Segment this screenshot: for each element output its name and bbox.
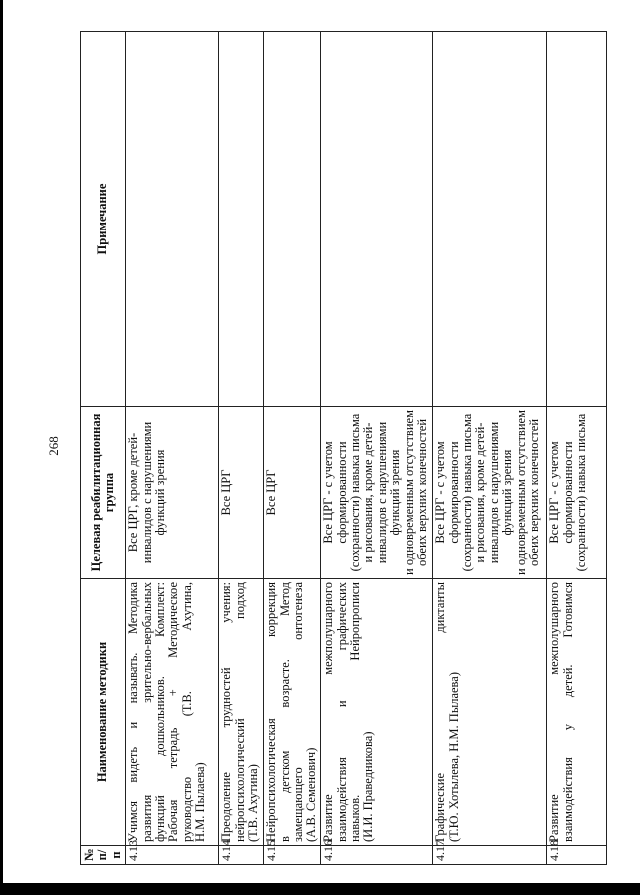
table-header-row xyxy=(81,32,126,865)
target-group-cell: Все ЦРГ xyxy=(219,407,264,579)
row-number: 4.17 xyxy=(433,846,547,865)
method-name-cell: Графические диктанты (Т.Ю. Хотылева, Н.М. Пылаева) xyxy=(433,579,547,846)
document-table-rotated xyxy=(80,32,589,865)
method-name-cell: Преодоление трудностей учения: нейропсихологический подход (Т.В. Ахутина) xyxy=(219,579,264,846)
table-row xyxy=(321,32,433,865)
target-group-cell: Все ЦРГ xyxy=(264,407,321,579)
page-number-text: 268 xyxy=(46,436,61,456)
row-number: 4.16 xyxy=(321,846,433,865)
scan-edge-left xyxy=(0,0,3,895)
header-target-group: Целевая реабилитационная группа xyxy=(81,407,126,579)
scan-edge-bottom xyxy=(0,883,640,895)
header-method-name: Наименование методики xyxy=(81,579,126,846)
note-cell xyxy=(219,32,264,407)
header-num: № п/п xyxy=(81,846,126,865)
note-cell xyxy=(321,32,433,407)
table-row xyxy=(433,32,547,865)
note-cell xyxy=(264,32,321,407)
methods-table xyxy=(80,31,607,865)
note-cell xyxy=(126,32,219,407)
row-number: 4.18 xyxy=(547,846,607,865)
row-number: 4.14 xyxy=(219,846,264,865)
target-group-cell: Все ЦРГ - с учетом сформированности (сохранности) навыка письма и рисования, кроме детей- инвалидов с нарушениями функций зрения и одновременным отсутствием обеих верхних конечностей xyxy=(321,407,433,579)
note-cell xyxy=(433,32,547,407)
target-group-cell: Все ЦРГ, кроме детей- инвалидов с нарушениями функций зрения xyxy=(126,407,219,579)
method-name-cell: Развитие межполушарного взаимодействия у детей. Готовимся xyxy=(547,579,607,846)
note-cell xyxy=(547,32,607,407)
table-row xyxy=(126,32,219,865)
page-number xyxy=(44,426,64,466)
row-number: 4.15 xyxy=(264,846,321,865)
row-number: 4.13 xyxy=(126,846,219,865)
method-name-cell: Нейропсихологическая коррекция в детском возрасте. Метод замещающего онтогенеза (А.В. Семенович) xyxy=(264,579,321,846)
method-name-cell: Учимся видеть и называть. Методика развития зрительно-вербальных функций дошкольников. Комплект: Рабочая тетрадь + Методическое руководство (Т.В. Ахутина, Н.М. Пылаева) xyxy=(126,579,219,846)
table-row xyxy=(219,32,264,865)
method-name-cell: Развитие межполушарного взаимодействия и графических навыков. Нейропрописи (И.И. Праведникова) xyxy=(321,579,433,846)
header-note: Примечание xyxy=(81,32,126,407)
table-row xyxy=(264,32,321,865)
target-group-cell: Все ЦРГ - с учетом сформированности (сохранности) навыка письма и рисования, кроме детей- инвалидов с нарушениями функций зрения и одновременным отсутствием обеих верхних конечностей xyxy=(433,407,547,579)
document-table-frame xyxy=(80,32,589,865)
table-row xyxy=(547,32,607,865)
target-group-cell: Все ЦРГ - с учетом сформированности (сохранности) навыка письма xyxy=(547,407,607,579)
